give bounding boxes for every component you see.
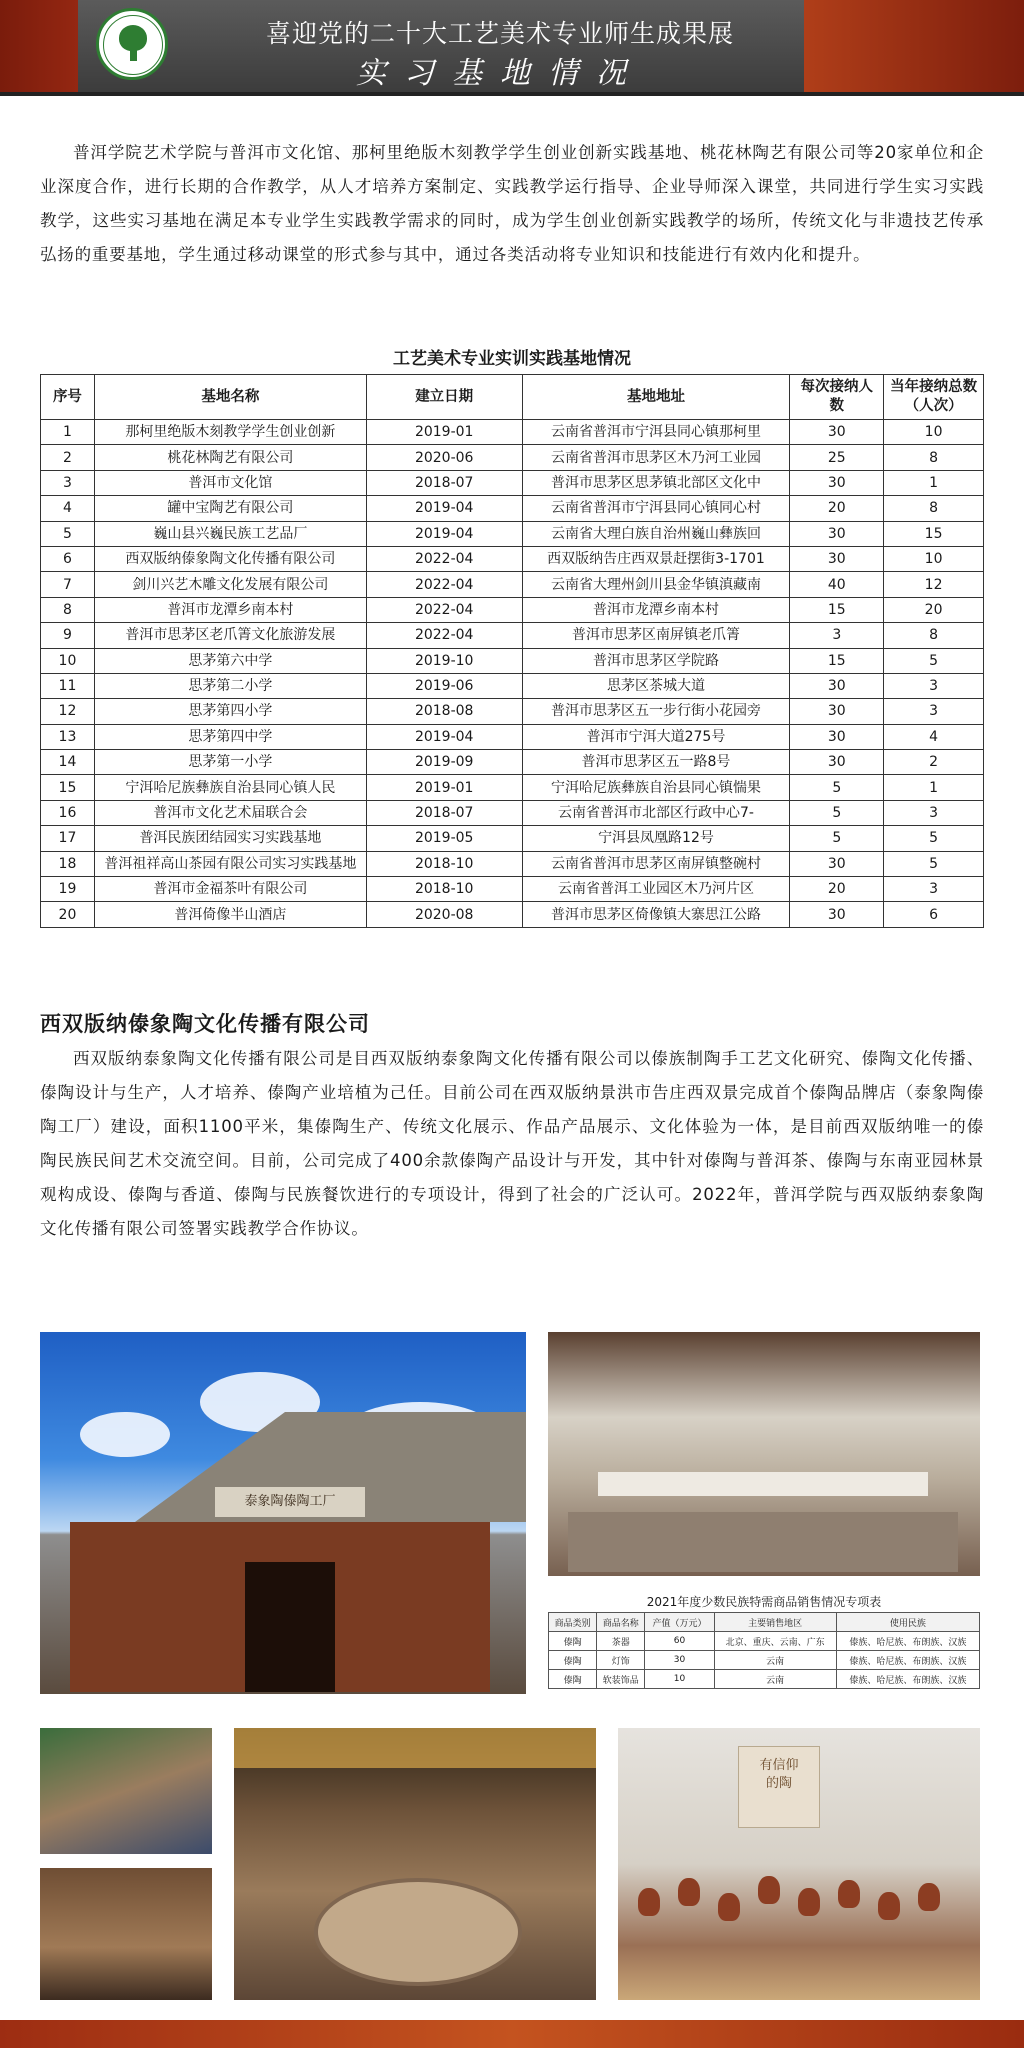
table-cell: 30 xyxy=(790,724,884,749)
sales-cell: 傣族、哈尼族、布朗族、汉族 xyxy=(836,1632,979,1651)
section-paragraph: 西双版纳泰象陶文化传播有限公司是目西双版纳泰象陶文化传播有限公司以傣族制陶手工艺文化研究、傣陶文化传播、傣陶设计与生产，人才培养、傣陶产业培植为己任。目前公司在西双版纳景洪市告庄西双景完成首个傣陶品牌店（泰象陶傣陶工厂）建设，面积1100平米，集傣陶生产、传统文化展示、作品产品展示、文化体验为一体，是目前西双版纳唯一的傣陶民族民间艺术交流空间。目前，公司完成了400余款傣陶产品设计与开发，其中针对傣陶与普洱茶、傣陶与东南亚园林景观构成设、傣陶与香道、傣陶与民族餐饮进行的专项设计，得到了社会的广泛认可。2022年，普洱学院与西双版纳泰象陶文化传播有限公司签署实践教学合作协议。 xyxy=(40,1049,984,1238)
table-cell: 3 xyxy=(884,699,984,724)
table-row xyxy=(41,546,984,571)
table-cell: 西双版纳傣象陶文化传播有限公司 xyxy=(94,546,366,571)
table-cell: 20 xyxy=(41,902,95,927)
table-cell: 7 xyxy=(41,572,95,597)
sales-cell: 云南 xyxy=(714,1651,836,1670)
table-header-cell: 每次接纳人数 xyxy=(790,375,884,420)
table-cell: 云南省大理州剑川县金华镇滇藏南 xyxy=(522,572,790,597)
header-divider xyxy=(0,92,1024,96)
storefront-sign xyxy=(215,1487,365,1517)
pottery-item xyxy=(878,1892,900,1920)
table-cell: 2018-07 xyxy=(366,800,522,825)
table-cell: 普洱市龙潭乡南本村 xyxy=(522,597,790,622)
pottery-wheel-photo xyxy=(234,1728,596,2000)
table-cell: 1 xyxy=(41,420,95,445)
table-cell: 12 xyxy=(884,572,984,597)
table-row xyxy=(41,673,984,698)
table-cell: 普洱市思茅区五一路8号 xyxy=(522,750,790,775)
table-cell: 2018-07 xyxy=(366,470,522,495)
table-cell: 普洱市龙潭乡南本村 xyxy=(94,597,366,622)
table-cell: 2018-08 xyxy=(366,699,522,724)
table-cell: 8 xyxy=(884,445,984,470)
table-cell: 云南省普洱市北部区行政中心7- xyxy=(522,800,790,825)
page-subtitle: 实习基地情况 xyxy=(356,56,644,91)
sales-table-title: 2021年度少数民族特需商品销售情况专项表 xyxy=(646,1595,882,1609)
header-banner xyxy=(0,0,1024,96)
table-cell: 1 xyxy=(884,775,984,800)
table-row xyxy=(41,826,984,851)
table-cell: 剑川兴艺木雕文化发展有限公司 xyxy=(94,572,366,597)
table-row xyxy=(41,775,984,800)
gallery-sign xyxy=(738,1746,820,1828)
table-cell: 30 xyxy=(790,699,884,724)
table-cell: 思茅第一小学 xyxy=(94,750,366,775)
table-row xyxy=(41,445,984,470)
table-cell: 2020-08 xyxy=(366,902,522,927)
sales-body xyxy=(549,1632,980,1689)
table-cell: 1 xyxy=(884,470,984,495)
table-cell: 2019-09 xyxy=(366,750,522,775)
table-cell: 那柯里绝版木刻教学学生创业创新 xyxy=(94,420,366,445)
table-title: 工艺美术专业实训实践基地情况 xyxy=(393,349,631,369)
pottery-making-photo xyxy=(40,1868,212,2000)
table-header-cell: 基地地址 xyxy=(522,375,790,420)
table-cell: 思茅第四小学 xyxy=(94,699,366,724)
sales-cell: 10 xyxy=(645,1670,714,1689)
table-cell: 2019-04 xyxy=(366,724,522,749)
table-cell: 巍山县兴巍民族工艺品厂 xyxy=(94,521,366,546)
table-cell: 3 xyxy=(884,800,984,825)
table-cell: 3 xyxy=(790,623,884,648)
table-row xyxy=(41,597,984,622)
sales-table xyxy=(548,1612,980,1689)
pottery-shop-photo xyxy=(548,1332,980,1576)
sales-cell: 灯饰 xyxy=(597,1651,645,1670)
table-row xyxy=(41,750,984,775)
table-cell: 普洱市思茅区老爪箐文化旅游发展 xyxy=(94,623,366,648)
sales-cell: 软装饰品 xyxy=(597,1670,645,1689)
table-cell: 2 xyxy=(41,445,95,470)
table-cell: 宁洱哈尼族彝族自治县同心镇人民 xyxy=(94,775,366,800)
storefront-sign-text: 泰象陶傣陶工厂 xyxy=(244,1494,336,1509)
table-cell: 2019-04 xyxy=(366,496,522,521)
table-row xyxy=(41,877,984,902)
table-cell: 宁洱县凤凰路12号 xyxy=(522,826,790,851)
table-cell: 4 xyxy=(41,496,95,521)
table-cell: 普洱市思茅区思茅镇北部区文化中 xyxy=(522,470,790,495)
sales-header-cell: 主要销售地区 xyxy=(714,1613,836,1632)
table-row xyxy=(41,902,984,927)
table-cell: 云南省大理白族自治州巍山彝族回 xyxy=(522,521,790,546)
table-cell: 3 xyxy=(41,470,95,495)
table-cell: 6 xyxy=(884,902,984,927)
table-cell: 思茅第二小学 xyxy=(94,673,366,698)
entrance-door xyxy=(245,1562,335,1692)
table-cell: 2018-10 xyxy=(366,851,522,876)
table-cell: 普洱倚像半山酒店 xyxy=(94,902,366,927)
workshop-class-photo xyxy=(40,1728,212,1854)
table-cell: 10 xyxy=(884,546,984,571)
sales-header-cell: 使用民族 xyxy=(836,1613,979,1632)
table-cell: 30 xyxy=(790,902,884,927)
table-header-row xyxy=(41,375,984,420)
sales-header-cell: 商品类别 xyxy=(549,1613,597,1632)
table-cell: 普洱市金福茶叶有限公司 xyxy=(94,877,366,902)
footer-band xyxy=(0,2020,1024,2048)
table-cell: 20 xyxy=(790,877,884,902)
table-cell: 5 xyxy=(884,826,984,851)
table-cell: 20 xyxy=(884,597,984,622)
table-cell: 2020-06 xyxy=(366,445,522,470)
table-cell: 2 xyxy=(884,750,984,775)
sales-row xyxy=(549,1632,980,1651)
table-cell: 30 xyxy=(790,750,884,775)
table-cell: 30 xyxy=(790,851,884,876)
table-cell: 10 xyxy=(884,420,984,445)
table-cell: 3 xyxy=(884,673,984,698)
pottery-item xyxy=(718,1893,740,1921)
tree-trunk-icon xyxy=(130,47,137,61)
table-row xyxy=(41,521,984,546)
table-cell: 13 xyxy=(41,724,95,749)
table-cell: 5 xyxy=(884,648,984,673)
display-table xyxy=(598,1472,928,1496)
table-cell: 6 xyxy=(41,546,95,571)
sales-cell: 云南 xyxy=(714,1670,836,1689)
table-cell: 8 xyxy=(41,597,95,622)
table-cell: 2019-01 xyxy=(366,420,522,445)
table-cell: 8 xyxy=(884,496,984,521)
table-cell: 普洱市思茅区五一步行街小花园旁 xyxy=(522,699,790,724)
table-cell: 2022-04 xyxy=(366,597,522,622)
table-cell: 普洱市思茅区学院路 xyxy=(522,648,790,673)
gallery-sign-text: 有信仰的陶 xyxy=(759,1758,799,1791)
table-cell: 2019-06 xyxy=(366,673,522,698)
sales-cell: 茶器 xyxy=(597,1632,645,1651)
table-cell: 40 xyxy=(790,572,884,597)
table-cell: 2018-10 xyxy=(366,877,522,902)
sales-header-cell: 商品名称 xyxy=(597,1613,645,1632)
table-cell: 12 xyxy=(41,699,95,724)
table-cell: 普洱市文化艺术届联合会 xyxy=(94,800,366,825)
table-cell: 普洱市思茅区南屏镇老爪箐 xyxy=(522,623,790,648)
sales-cell: 傣陶 xyxy=(549,1651,597,1670)
table-row xyxy=(41,496,984,521)
table-cell: 云南省普洱市思茅区南屏镇整碗村 xyxy=(522,851,790,876)
pottery-item xyxy=(798,1888,820,1916)
table-cell: 15 xyxy=(884,521,984,546)
table-cell: 桃花林陶艺有限公司 xyxy=(94,445,366,470)
table-cell: 5 xyxy=(790,775,884,800)
pottery-item xyxy=(638,1888,660,1916)
table-cell: 18 xyxy=(41,851,95,876)
table-cell: 2019-05 xyxy=(366,826,522,851)
table-cell: 5 xyxy=(790,800,884,825)
table-row xyxy=(41,648,984,673)
sales-header-row xyxy=(549,1613,980,1632)
pottery-pit xyxy=(568,1512,958,1572)
table-cell: 2022-04 xyxy=(366,546,522,571)
table-cell: 8 xyxy=(884,623,984,648)
section-title: 西双版纳傣象陶文化传播有限公司 xyxy=(40,1012,370,1036)
table-cell: 思茅第六中学 xyxy=(94,648,366,673)
sales-cell: 60 xyxy=(645,1632,714,1651)
table-cell: 2022-04 xyxy=(366,572,522,597)
table-cell: 30 xyxy=(790,420,884,445)
table-cell: 4 xyxy=(884,724,984,749)
sales-cell: 傣族、哈尼族、布朗族、汉族 xyxy=(836,1651,979,1670)
table-cell: 30 xyxy=(790,470,884,495)
page-title: 喜迎党的二十大工艺美术专业师生成果展 xyxy=(265,19,734,48)
pottery-item xyxy=(838,1880,860,1908)
table-cell: 5 xyxy=(790,826,884,851)
table-row xyxy=(41,724,984,749)
table-cell: 9 xyxy=(41,623,95,648)
table-cell: 15 xyxy=(790,597,884,622)
table-cell: 思茅第四中学 xyxy=(94,724,366,749)
table-cell: 16 xyxy=(41,800,95,825)
table-cell: 15 xyxy=(41,775,95,800)
table-cell: 2022-04 xyxy=(366,623,522,648)
table-cell: 普洱市文化馆 xyxy=(94,470,366,495)
table-cell: 普洱市思茅区倚像镇大寨思江公路 xyxy=(522,902,790,927)
table-header-cell: 建立日期 xyxy=(366,375,522,420)
table-cell: 14 xyxy=(41,750,95,775)
table-cell: 30 xyxy=(790,546,884,571)
pottery-item xyxy=(758,1876,780,1904)
table-cell: 2019-10 xyxy=(366,648,522,673)
table-cell: 17 xyxy=(41,826,95,851)
table-row xyxy=(41,420,984,445)
table-cell: 思茅区茶城大道 xyxy=(522,673,790,698)
table-row xyxy=(41,470,984,495)
table-cell: 5 xyxy=(41,521,95,546)
table-cell: 20 xyxy=(790,496,884,521)
sales-cell: 傣陶 xyxy=(549,1632,597,1651)
intro-paragraph: 普洱学院艺术学院与普洱市文化馆、那柯里绝版木刻教学学生创业创新实践基地、桃花林陶艺有限公司等20家单位和企业深度合作，进行长期的合作教学，从人才培养方案制定、实践教学运行指导、企业导师深入课堂，共同进行学生实习实践教学，这些实习基地在满足本专业学生实践教学需求的同时，成为学生创业创新实践教学的场所，传统文化与非遗技艺传承弘扬的重要基地，学生通过移动课堂的形式参与其中，通过各类活动将专业知识和技能进行有效内化和提升。 xyxy=(40,143,984,264)
storefront-photo xyxy=(40,1332,526,1694)
table-cell: 云南省普洱市思茅区木乃河工业园 xyxy=(522,445,790,470)
table-row xyxy=(41,699,984,724)
table-row xyxy=(41,800,984,825)
table-header-cell: 序号 xyxy=(41,375,95,420)
table-cell: 西双版纳告庄西双景赶摆街3-1701 xyxy=(522,546,790,571)
sales-row xyxy=(549,1651,980,1670)
sales-row xyxy=(549,1670,980,1689)
table-body xyxy=(41,420,984,928)
sales-cell: 傣陶 xyxy=(549,1670,597,1689)
table-cell: 11 xyxy=(41,673,95,698)
table-cell: 15 xyxy=(790,648,884,673)
table-row xyxy=(41,851,984,876)
table-cell: 云南省普洱市宁洱县同心镇那柯里 xyxy=(522,420,790,445)
table-cell: 10 xyxy=(41,648,95,673)
table-cell: 2019-04 xyxy=(366,521,522,546)
table-cell: 2019-01 xyxy=(366,775,522,800)
table-cell: 30 xyxy=(790,521,884,546)
table-cell: 宁洱哈尼族彝族自治县同心镇惴果 xyxy=(522,775,790,800)
sales-header-cell: 产值（万元） xyxy=(645,1613,714,1632)
table-cell: 普洱民族团结园实习实践基地 xyxy=(94,826,366,851)
table-cell: 30 xyxy=(790,673,884,698)
table-cell: 19 xyxy=(41,877,95,902)
sales-cell: 30 xyxy=(645,1651,714,1670)
table-cell: 3 xyxy=(884,877,984,902)
ceiling-lights xyxy=(234,1728,596,1768)
table-cell: 25 xyxy=(790,445,884,470)
table-cell: 普洱市宁洱大道275号 xyxy=(522,724,790,749)
pottery-item xyxy=(918,1883,940,1911)
table-header-cell: 基地名称 xyxy=(94,375,366,420)
table-header-cell: 当年接纳总数（人次） xyxy=(884,375,984,420)
practice-base-table xyxy=(40,374,984,928)
pottery-wheel xyxy=(314,1878,522,1986)
table-cell: 5 xyxy=(884,851,984,876)
pottery-item xyxy=(678,1878,700,1906)
table-row xyxy=(41,623,984,648)
table-cell: 云南省普洱工业园区木乃河片区 xyxy=(522,877,790,902)
sales-cell: 北京、重庆、云南、广东 xyxy=(714,1632,836,1651)
table-row xyxy=(41,572,984,597)
table-cell: 云南省普洱市宁洱县同心镇同心村 xyxy=(522,496,790,521)
table-cell: 罐中宝陶艺有限公司 xyxy=(94,496,366,521)
table-cell: 普洱祖祥高山茶园有限公司实习实践基地 xyxy=(94,851,366,876)
gallery-photo xyxy=(618,1728,980,2000)
university-logo xyxy=(96,8,168,80)
sales-cell: 傣族、哈尼族、布朗族、汉族 xyxy=(836,1670,979,1689)
